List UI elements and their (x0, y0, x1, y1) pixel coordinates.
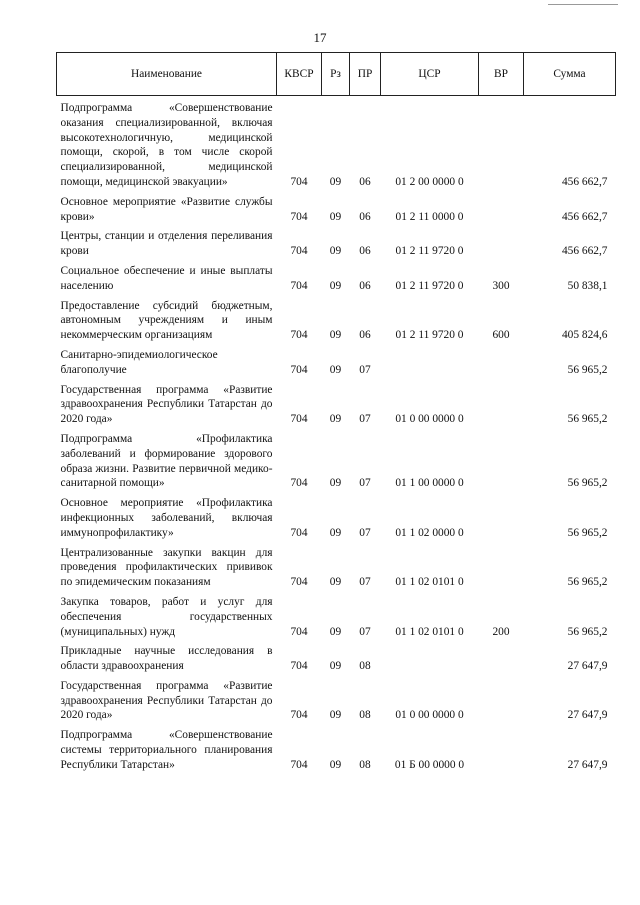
header-name: Наименование (57, 53, 277, 96)
budget-table (56, 52, 616, 773)
cell-rz: 09 (329, 660, 342, 673)
header-sum: Сумма (524, 53, 616, 96)
cell-csr: 01 1 00 0000 0 (395, 477, 464, 490)
cell-kvsr: 704 (290, 660, 308, 673)
cell-csr: 01 0 00 0000 0 (395, 709, 464, 722)
table-row (57, 491, 616, 540)
cell-kvsr: 704 (290, 477, 308, 490)
cell-sum: 56 965,2 (567, 625, 608, 638)
cell-csr (381, 343, 479, 378)
header-pr: ПР (350, 53, 381, 96)
cell-kvsr: 704 (290, 245, 308, 258)
cell-kvsr: 704 (290, 758, 308, 771)
cell-sum: 56 965,2 (567, 363, 608, 376)
cell-sum: 456 662,7 (561, 175, 608, 188)
cell-rz: 09 (329, 576, 342, 589)
cell-pr: 06 (359, 329, 371, 342)
cell-vr (479, 224, 524, 259)
table-row (57, 639, 616, 674)
table-row (57, 723, 616, 772)
cell-kvsr: 704 (290, 329, 308, 342)
cell-sum: 456 662,7 (561, 210, 608, 223)
cell-kvsr: 704 (290, 625, 308, 638)
table-row (57, 224, 616, 259)
cell-pr: 07 (359, 625, 371, 638)
cell-csr: 01 1 02 0101 0 (395, 576, 464, 589)
table-row (57, 378, 616, 427)
cell-sum: 27 647,9 (567, 709, 608, 722)
cell-csr: 01 2 11 9720 0 (395, 245, 464, 258)
cell-name: Предоставление субсидий бюджетным, автономным учреждениям и иным некоммерческим организациям (60, 299, 273, 342)
cell-csr: 01 2 00 0000 0 (395, 175, 464, 188)
table-row (57, 590, 616, 639)
cell-vr: 300 (492, 279, 510, 292)
cell-rz: 09 (329, 245, 342, 258)
cell-sum: 456 662,7 (561, 245, 608, 258)
cell-name: Закупка товаров, работ и услуг для обеспечения государственных (муниципальных) нужд (60, 595, 273, 638)
cell-vr (479, 723, 524, 772)
cell-csr: 01 2 11 0000 0 (395, 210, 464, 223)
cell-rz: 09 (329, 175, 342, 188)
cell-vr (479, 639, 524, 674)
header-csr: ЦСР (381, 53, 479, 96)
cell-name: Централизованные закупки вакцин для проведения профилактических прививок по эпидемическим показаниям (60, 546, 273, 589)
cell-vr (479, 427, 524, 491)
cell-name: Подпрограмма «Профилактика заболеваний и формирование здорового образа жизни. Развитие первичной медико-санитарной помощи» (60, 432, 273, 490)
cell-csr (381, 639, 479, 674)
header-rz: Рз (322, 53, 350, 96)
cell-rz: 09 (329, 709, 342, 722)
table-row (57, 190, 616, 225)
top-edge-line (548, 4, 618, 5)
cell-pr: 06 (359, 245, 371, 258)
cell-pr: 06 (359, 210, 371, 223)
cell-vr: 600 (492, 329, 510, 342)
cell-kvsr: 704 (290, 709, 308, 722)
cell-pr: 07 (359, 526, 371, 539)
cell-rz: 09 (329, 210, 342, 223)
cell-kvsr: 704 (290, 279, 308, 292)
cell-rz: 09 (329, 625, 342, 638)
cell-pr: 06 (359, 175, 371, 188)
cell-name: Прикладные научные исследования в области здравоохранения (60, 645, 273, 673)
cell-csr: 01 0 00 0000 0 (395, 413, 464, 426)
cell-rz: 09 (329, 279, 342, 292)
cell-vr (479, 190, 524, 225)
table-row (57, 294, 616, 343)
cell-kvsr: 704 (290, 210, 308, 223)
cell-rz: 09 (329, 526, 342, 539)
cell-sum: 56 965,2 (567, 477, 608, 490)
cell-csr: 01 1 02 0101 0 (395, 625, 464, 638)
cell-sum: 27 647,9 (567, 660, 608, 673)
cell-kvsr: 704 (290, 175, 308, 188)
cell-pr: 07 (359, 363, 371, 376)
cell-kvsr: 704 (290, 526, 308, 539)
table-body (57, 96, 616, 773)
cell-name: Основное мероприятие «Развитие службы крови» (60, 195, 273, 223)
table-row (57, 343, 616, 378)
cell-sum: 56 965,2 (567, 526, 608, 539)
cell-vr (479, 541, 524, 590)
table-row (57, 259, 616, 294)
cell-vr: 200 (492, 625, 510, 638)
cell-vr (479, 378, 524, 427)
cell-pr: 07 (359, 413, 371, 426)
cell-csr: 01 2 11 9720 0 (395, 329, 464, 342)
page-number: 17 (313, 30, 327, 45)
cell-name: Государственная программа «Развитие здравоохранения Республики Татарстан до 2020 года» (60, 383, 273, 426)
table-row (57, 674, 616, 723)
cell-csr: 01 1 02 0000 0 (395, 526, 464, 539)
cell-name: Центры, станции и отделения переливания крови (60, 230, 273, 258)
cell-sum: 56 965,2 (567, 576, 608, 589)
cell-sum: 27 647,9 (567, 758, 608, 771)
cell-kvsr: 704 (290, 413, 308, 426)
table-row (57, 541, 616, 590)
cell-pr: 07 (359, 576, 371, 589)
table-header (57, 53, 616, 96)
cell-rz: 09 (329, 329, 342, 342)
cell-vr (479, 491, 524, 540)
cell-name: Социальное обеспечение и иные выплаты населению (60, 264, 273, 292)
cell-pr: 06 (359, 279, 371, 292)
cell-name: Подпрограмма «Совершенствование оказания специализированной, включая высокотехнологичную, медицинской помощи, скорой, в том числе скорой специализированной, медицинской помощи, медицинской эвакуации» (60, 102, 273, 188)
cell-pr: 08 (359, 709, 371, 722)
cell-rz: 09 (329, 758, 342, 771)
cell-pr: 07 (359, 477, 371, 490)
cell-vr (479, 96, 524, 190)
table-row (57, 96, 616, 190)
cell-sum: 405 824,6 (561, 329, 608, 342)
cell-pr: 08 (359, 660, 371, 673)
cell-rz: 09 (329, 413, 342, 426)
table-row (57, 427, 616, 491)
cell-rz: 09 (329, 363, 342, 376)
cell-pr: 08 (359, 758, 371, 771)
cell-name: Санитарно-эпидемиологическое благополучие (60, 348, 218, 376)
header-kvsr: КВСР (277, 53, 322, 96)
cell-name: Подпрограмма «Совершенствование системы территориального планирования Республики Татарстан» (60, 729, 273, 771)
cell-csr: 01 2 11 9720 0 (395, 279, 464, 292)
cell-kvsr: 704 (290, 363, 308, 376)
cell-kvsr: 704 (290, 576, 308, 589)
cell-name: Основное мероприятие «Профилактика инфекционных заболеваний, включая иммунопрофилактику» (60, 497, 273, 539)
cell-name: Государственная программа «Развитие здравоохранения Республики Татарстан до 2020 года» (60, 679, 273, 722)
cell-csr: 01 Б 00 0000 0 (394, 758, 465, 771)
cell-sum: 56 965,2 (567, 413, 608, 426)
cell-sum: 50 838,1 (567, 279, 608, 292)
cell-vr (479, 343, 524, 378)
cell-vr (479, 674, 524, 723)
cell-rz: 09 (329, 477, 342, 490)
header-vr: ВР (479, 53, 524, 96)
